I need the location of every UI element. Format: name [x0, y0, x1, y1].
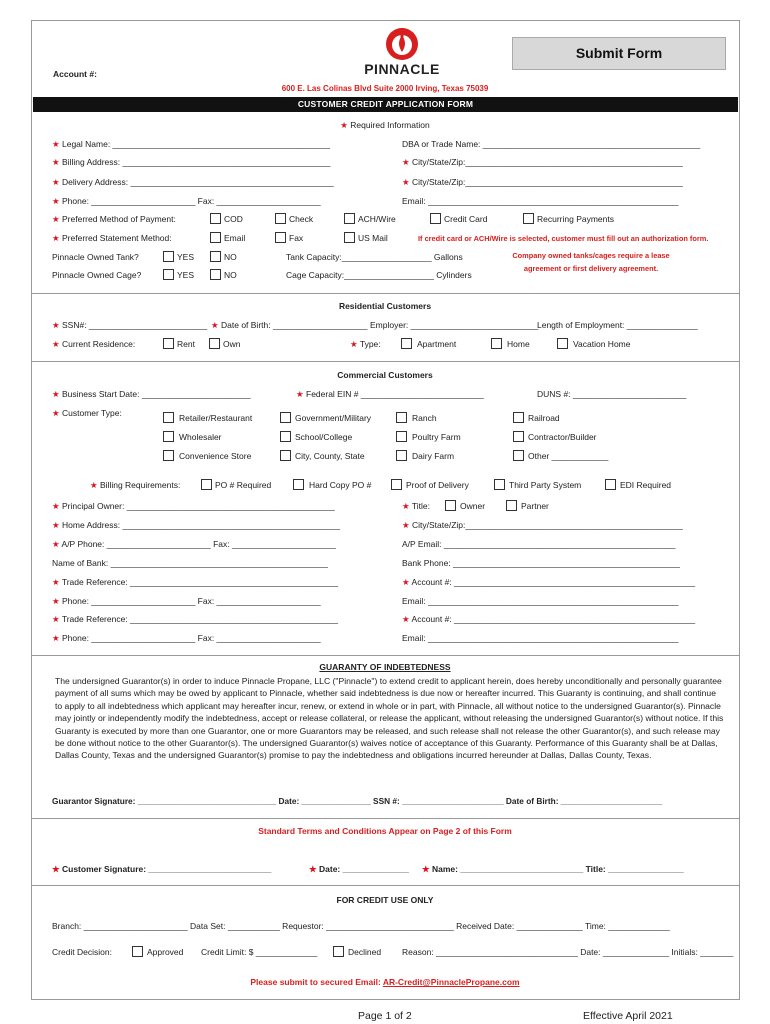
- cod-label: COD: [224, 214, 243, 224]
- business-start-label: Business Start Date: _______________________: [62, 389, 251, 399]
- owner-title-label: [402, 501, 430, 512]
- trade-reference-1-label: Trade Reference: ____________________________________________: [61, 577, 339, 587]
- required-star-icon: ★: [402, 577, 410, 587]
- required-star-icon: ★: [52, 214, 60, 224]
- legal-name-label: Legal Name: ______________________________________________: [62, 139, 331, 149]
- required-star-icon: ★: [309, 864, 317, 874]
- city-county-label: City, County, State: [295, 451, 365, 461]
- credit-card-label: Credit Card: [444, 214, 488, 224]
- customer-date-label: Date: ______________: [319, 864, 409, 874]
- statement-fax-label: Fax: [289, 233, 304, 243]
- vacation-home-label: Vacation Home: [573, 339, 631, 349]
- government-label: Government/Military: [295, 413, 372, 423]
- required-info-note: [0, 120, 770, 131]
- railroad-label: Railroad: [528, 413, 560, 423]
- declined-label: Declined: [348, 947, 382, 957]
- cage-yes-label: YES: [177, 270, 195, 280]
- required-star-icon: ★: [52, 157, 60, 167]
- dairy-checkbox[interactable]: [396, 450, 407, 461]
- railroad-checkbox[interactable]: [513, 412, 524, 423]
- contractor-label: Contractor/Builder: [528, 432, 597, 442]
- principal-owner-field[interactable]: [52, 501, 335, 512]
- owned-cage-label: Pinnacle Owned Cage?: [52, 270, 142, 280]
- required-star-icon: ★: [340, 120, 348, 130]
- trade-phone-1-field[interactable]: [52, 596, 321, 607]
- billing-address-label: Billing Address: ____________________________________________: [62, 157, 331, 167]
- home-city-field[interactable]: [402, 520, 683, 531]
- own-label: Own: [223, 339, 241, 349]
- required-star-icon: ★: [52, 339, 60, 349]
- third-party-label: Third Party System: [509, 480, 582, 490]
- credit-limit-field[interactable]: Credit Limit: $ _____________: [201, 947, 318, 957]
- declined-checkbox[interactable]: [333, 946, 344, 957]
- legal-name-field[interactable]: [52, 139, 330, 150]
- pref-statement-label: [52, 233, 172, 244]
- billing-city-field[interactable]: [402, 157, 683, 168]
- statement-fax-checkbox[interactable]: [275, 232, 286, 243]
- trade-phone-1-label: Phone: ______________________ Fax: ______________________: [62, 596, 321, 606]
- trade-email-2-field[interactable]: Email: _____________________________________________________: [402, 633, 679, 643]
- school-checkbox[interactable]: [280, 431, 291, 442]
- credit-use-title: FOR CREDIT USE ONLY: [336, 895, 434, 905]
- required-star-icon: ★: [402, 177, 410, 187]
- dairy-label: Dairy Farm: [412, 451, 455, 461]
- guaranty-title: GUARANTY OF INDEBTEDNESS: [319, 662, 451, 672]
- trade-account-2-field[interactable]: [402, 614, 695, 625]
- principal-owner-label: Principal Owner: ____________________________________________: [62, 501, 335, 511]
- credit-use-line[interactable]: Branch: ______________________ Data Set: ___________ Requestor: ___________________________ Received Date: ______________ Time: _____________: [52, 921, 670, 931]
- billing-address-field[interactable]: [52, 157, 330, 168]
- recurring-payments-label: Recurring Payments: [537, 214, 615, 224]
- delivery-address-field[interactable]: [52, 177, 334, 188]
- third-party-checkbox[interactable]: [494, 479, 505, 490]
- page-number: Page 1 of 2: [358, 1010, 412, 1022]
- hard-copy-po-checkbox[interactable]: [293, 479, 304, 490]
- current-residence-label: [52, 339, 135, 350]
- owner-checkbox[interactable]: [445, 500, 456, 511]
- required-star-icon: ★: [52, 864, 60, 874]
- ap-phone-field[interactable]: [52, 539, 336, 550]
- trade-reference-1-field[interactable]: [52, 577, 338, 588]
- submit-email-prefix: Please submit to secured Email:: [250, 977, 381, 987]
- ssn-label: SSN#: _________________________: [62, 320, 208, 330]
- government-checkbox[interactable]: [280, 412, 291, 423]
- wholesaler-checkbox[interactable]: [163, 431, 174, 442]
- customer-type-text: Customer Type:: [62, 408, 122, 418]
- tank-capacity-field[interactable]: Tank Capacity:___________________ Gallons: [286, 252, 463, 262]
- billing-requirements-text: Billing Requirements:: [100, 480, 181, 490]
- customer-signature-field[interactable]: [52, 864, 271, 875]
- tank-no-checkbox[interactable]: [210, 251, 221, 262]
- required-star-icon: ★: [52, 614, 60, 624]
- trade-reference-2-label: Trade Reference: ____________________________________________: [61, 614, 339, 624]
- required-star-icon: ★: [52, 177, 60, 187]
- required-star-icon: ★: [52, 539, 60, 549]
- required-star-icon: ★: [52, 596, 60, 606]
- customer-type-label: [52, 408, 122, 419]
- other-checkbox[interactable]: [513, 450, 524, 461]
- lease-note-line-2: agreement or first delivery agreement.: [523, 264, 659, 273]
- proof-of-delivery-checkbox[interactable]: [391, 479, 402, 490]
- home-city-label: City/State/Zip:______________________________________________: [412, 520, 683, 530]
- po-required-checkbox[interactable]: [201, 479, 212, 490]
- phone-fax-label: Phone: ______________________ Fax: ______________________: [62, 196, 321, 206]
- proof-of-delivery-label: Proof of Delivery: [406, 480, 469, 490]
- effective-date: Effective April 2021: [583, 1010, 673, 1022]
- statement-email-label: Email: [224, 233, 246, 243]
- form-title-bar: CUSTOMER CREDIT APPLICATION FORM: [33, 97, 738, 112]
- apartment-label: Apartment: [417, 339, 457, 349]
- phone-fax-field[interactable]: [52, 196, 321, 207]
- submit-email-note: [0, 977, 770, 987]
- home-label: Home: [507, 339, 530, 349]
- trade-account-1-field[interactable]: [402, 577, 695, 588]
- trade-reference-2-field[interactable]: [52, 614, 338, 625]
- required-star-icon: ★: [52, 196, 60, 206]
- tank-yes-checkbox[interactable]: [163, 251, 174, 262]
- delivery-city-label: City/State/Zip:______________________________________________: [412, 177, 683, 187]
- dob-label: Date of Birth: ____________________: [221, 320, 368, 330]
- trade-account-2-label: Account #: ___________________________________________________: [411, 614, 696, 624]
- required-star-icon: ★: [402, 614, 410, 624]
- ap-email-field[interactable]: A/P Email: _________________________________________________: [402, 539, 676, 549]
- required-star-icon: ★: [52, 408, 60, 418]
- federal-ein-field[interactable]: [296, 389, 484, 400]
- required-star-icon: ★: [52, 233, 60, 243]
- dob-field[interactable]: [211, 320, 368, 331]
- account-label: Account #:: [53, 69, 97, 79]
- lease-note-line-1: Company owned tanks/cages require a lease: [512, 251, 670, 260]
- required-star-icon: ★: [211, 320, 219, 330]
- required-star-icon: ★: [402, 501, 410, 511]
- required-star-icon: ★: [52, 633, 60, 643]
- residential-title: Residential Customers: [338, 301, 432, 311]
- commercial-title: Commercial Customers: [337, 370, 433, 380]
- statement-email-checkbox[interactable]: [210, 232, 221, 243]
- decline-reason-field[interactable]: Reason: ______________________________ Date: ______________ Initials: _______: [402, 947, 734, 957]
- poultry-label: Poultry Farm: [412, 432, 461, 442]
- credit-card-checkbox[interactable]: [430, 213, 441, 224]
- required-star-icon: ★: [402, 157, 410, 167]
- customer-date-field[interactable]: [309, 864, 409, 875]
- apartment-checkbox[interactable]: [401, 338, 412, 349]
- dba-field[interactable]: DBA or Trade Name: ______________________________________________: [402, 139, 701, 149]
- own-checkbox[interactable]: [209, 338, 220, 349]
- required-star-icon: ★: [350, 339, 358, 349]
- required-star-icon: ★: [422, 864, 430, 874]
- required-star-icon: ★: [52, 139, 60, 149]
- federal-ein-label: Federal EIN # __________________________: [306, 389, 484, 399]
- cage-yes-checkbox[interactable]: [163, 269, 174, 280]
- required-star-icon: ★: [90, 480, 98, 490]
- bank-name-field[interactable]: Name of Bank: ______________________________________________: [52, 558, 329, 568]
- edi-required-checkbox[interactable]: [605, 479, 616, 490]
- owner-label: Owner: [460, 501, 486, 511]
- logo: [364, 26, 440, 78]
- submit-email-link[interactable]: AR-Credit@PinnaclePropane.com: [382, 977, 520, 987]
- hard-copy-po-label: Hard Copy PO #: [309, 480, 372, 490]
- retailer-label: Retailer/Restaurant: [179, 413, 253, 423]
- billing-requirements-label: [90, 480, 180, 491]
- section-divider: [31, 655, 740, 656]
- cod-checkbox[interactable]: [210, 213, 221, 224]
- employment-length-field[interactable]: Length of Employment: _______________: [537, 320, 698, 330]
- owned-tank-label: Pinnacle Owned Tank?: [52, 252, 139, 262]
- retailer-checkbox[interactable]: [163, 412, 174, 423]
- pref-payment-label: [52, 214, 176, 225]
- home-address-label: Home Address: ______________________________________________: [62, 520, 340, 530]
- partner-checkbox[interactable]: [506, 500, 517, 511]
- school-label: School/College: [295, 432, 353, 442]
- required-info-text: Required Information: [350, 120, 430, 130]
- check-label: Check: [289, 214, 314, 224]
- owner-title-text: Title:: [411, 501, 430, 511]
- pref-statement-text: Preferred Statement Method:: [62, 233, 172, 243]
- ap-phone-label: A/P Phone: ______________________ Fax: ______________________: [61, 539, 336, 549]
- convenience-checkbox[interactable]: [163, 450, 174, 461]
- approved-label: Approved: [147, 947, 184, 957]
- ach-wire-checkbox[interactable]: [344, 213, 355, 224]
- required-star-icon: ★: [402, 520, 410, 530]
- required-star-icon: ★: [52, 577, 60, 587]
- authorization-note: If credit card or ACH/Wire is selected, customer must fill out an authorization form.: [418, 234, 709, 243]
- required-star-icon: ★: [52, 389, 60, 399]
- pinnacle-flame-icon: [372, 26, 432, 62]
- po-required-label: PO # Required: [215, 480, 272, 490]
- required-star-icon: ★: [52, 520, 60, 530]
- required-star-icon: ★: [52, 501, 60, 511]
- guarantor-signature-line[interactable]: Guarantor Signature: ______________________________ Date: _______________ SSN #: ______________________ Date of Birth: ______________________: [52, 796, 663, 806]
- home-checkbox[interactable]: [491, 338, 502, 349]
- business-start-field[interactable]: [52, 389, 251, 400]
- delivery-city-field[interactable]: [402, 177, 683, 188]
- billing-city-label: City/State/Zip:______________________________________________: [412, 157, 683, 167]
- current-residence-text: Current Residence:: [62, 339, 136, 349]
- terms-note: Standard Terms and Conditions Appear on Page 2 of this Form: [258, 826, 512, 836]
- convenience-label: Convenience Store: [179, 451, 252, 461]
- submit-form-button[interactable]: Submit Form: [512, 37, 726, 70]
- residence-type-text: Type:: [359, 339, 381, 349]
- cage-no-label: NO: [224, 270, 237, 280]
- section-divider: [31, 885, 740, 886]
- vacation-home-checkbox[interactable]: [557, 338, 568, 349]
- section-divider: [31, 818, 740, 819]
- required-star-icon: ★: [296, 389, 304, 399]
- trade-email-1-field[interactable]: Email: _____________________________________________________: [402, 596, 679, 606]
- logo-wordmark: PINNACLE: [364, 61, 440, 77]
- pref-payment-text: Preferred Method of Payment:: [62, 214, 176, 224]
- contractor-checkbox[interactable]: [513, 431, 524, 442]
- recurring-payments-checkbox[interactable]: [523, 213, 534, 224]
- section-divider: [31, 361, 740, 362]
- home-address-field[interactable]: [52, 520, 340, 531]
- ranch-label: Ranch: [412, 413, 437, 423]
- wholesaler-label: Wholesaler: [179, 432, 222, 442]
- company-address: 600 E. Las Colinas Blvd Suite 2000 Irving, Texas 75039: [281, 84, 489, 93]
- cage-capacity-field[interactable]: Cage Capacity:___________________ Cylinders: [286, 270, 472, 280]
- check-checkbox[interactable]: [275, 213, 286, 224]
- city-county-checkbox[interactable]: [280, 450, 291, 461]
- trade-phone-2-field[interactable]: [52, 633, 321, 644]
- statement-usmail-label: US Mail: [358, 233, 388, 243]
- tank-no-label: NO: [224, 252, 237, 262]
- tank-yes-label: YES: [177, 252, 195, 262]
- cage-no-checkbox[interactable]: [210, 269, 221, 280]
- partner-label: Partner: [521, 501, 549, 511]
- approved-checkbox[interactable]: [132, 946, 143, 957]
- ranch-checkbox[interactable]: [396, 412, 407, 423]
- customer-name-title-label: Name: __________________________ Title: ________________: [432, 864, 684, 874]
- delivery-address-label: Delivery Address: ___________________________________________: [62, 177, 334, 187]
- customer-name-title-field[interactable]: [422, 864, 684, 875]
- rent-label: Rent: [177, 339, 195, 349]
- duns-field[interactable]: DUNS #: ________________________: [537, 389, 687, 399]
- required-star-icon: ★: [52, 320, 60, 330]
- other-label: Other ____________: [528, 451, 609, 461]
- edi-required-label: EDI Required: [620, 480, 672, 490]
- rent-checkbox[interactable]: [163, 338, 174, 349]
- employer-field[interactable]: Employer: ___________________________: [370, 320, 539, 330]
- trade-account-1-label: Account #: ___________________________________________________: [411, 577, 696, 587]
- trade-phone-2-label: Phone: ______________________ Fax: ______________________: [62, 633, 321, 643]
- guaranty-text: The undersigned Guarantor(s) in order to induce Pinnacle Propane, LLC ("Pinnacle") to extend credit to applicant herein, does hereby unconditionally and personally guarantee payment of all sums which may be owed by applicant to Pinnacle, whether said indebtedness is due now or hereafter incurred. This Guaranty is continuing, and shall continue to apply to all indebtedness which applicant may hereafter incur, renew, or extend in whole or in part, with Pinnacle, all without notice to the undersigned Guarantor(s). Pinnacle may jointly or independently modify the indebtedness, accept or release collateral, or release the applicant, without releasing the undersigned Guarantor(s) without notice. If this Guaranty is executed by more than one Guarantor, one or more Guarantors may be released, and such release shall not release the other Guarantor(s), and such release may be done without notice to the other Guarantor(s). The undersigned Guarantor(s) waives notice of acceptance of this Guaranty. Performance of this Guaranty shall be at Dallas, Dallas County, Texas and the undersigned Guarantor(s) promise to pay the indebtedness and obligations incurred hereunder at Dallas, Dallas County, Texas.: [55, 676, 724, 761]
- email-field[interactable]: Email: _____________________________________________________: [402, 196, 679, 206]
- poultry-checkbox[interactable]: [396, 431, 407, 442]
- ach-wire-label: ACH/Wire: [358, 214, 396, 224]
- residence-type-label: [350, 339, 381, 350]
- ssn-field[interactable]: [52, 320, 207, 331]
- credit-decision-label: Credit Decision:: [52, 947, 112, 957]
- customer-signature-label: Customer Signature: __________________________: [62, 864, 272, 874]
- statement-usmail-checkbox[interactable]: [344, 232, 355, 243]
- section-divider: [31, 293, 740, 294]
- bank-phone-field[interactable]: Bank Phone: ________________________________________________: [402, 558, 680, 568]
